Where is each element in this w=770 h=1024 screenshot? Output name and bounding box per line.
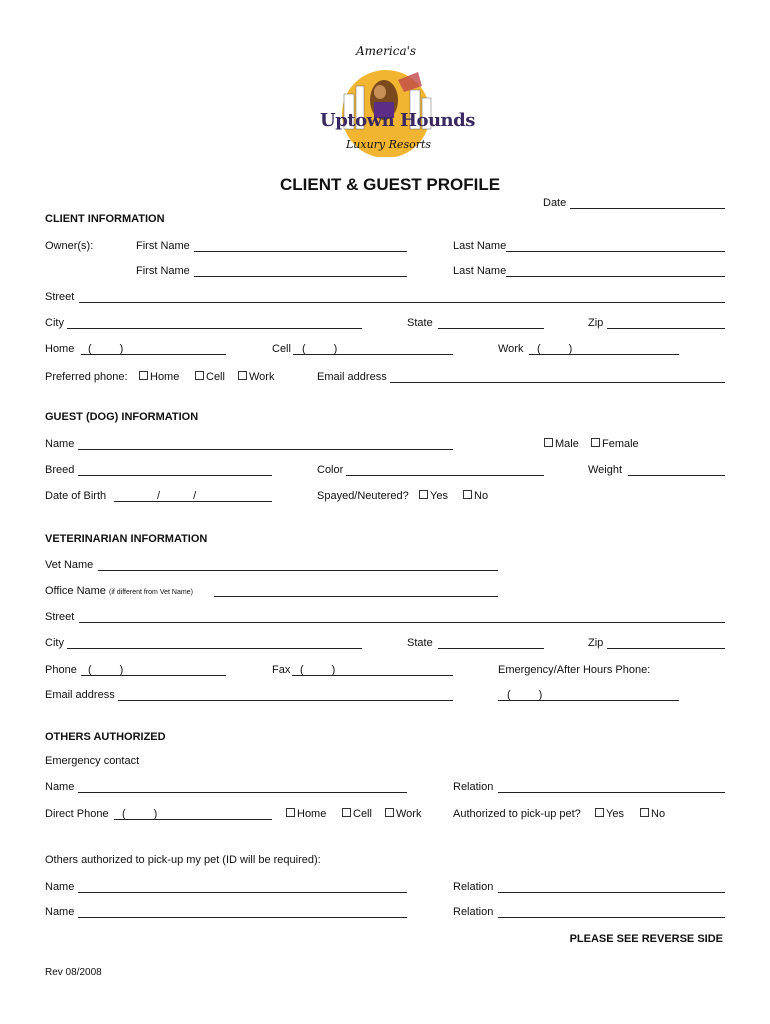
authorized-no-option[interactable] bbox=[640, 808, 665, 820]
direct-cell-option[interactable] bbox=[342, 808, 372, 820]
home-label: Home bbox=[45, 343, 75, 355]
page-title: CLIENT & GUEST PROFILE bbox=[280, 175, 501, 194]
street-field[interactable] bbox=[79, 302, 725, 303]
other-name-label-1: Name bbox=[45, 881, 75, 893]
vet-email-field[interactable] bbox=[118, 700, 453, 701]
cell-label: Cell bbox=[272, 343, 291, 355]
work-phone-field[interactable] bbox=[529, 354, 679, 355]
color-field[interactable] bbox=[346, 475, 544, 476]
first-name-field-1[interactable] bbox=[194, 251, 407, 252]
vet-state-label: State bbox=[407, 637, 433, 649]
vet-street-field[interactable] bbox=[79, 622, 725, 623]
last-name-field-1[interactable] bbox=[506, 251, 725, 252]
other-relation-label-2: Relation bbox=[453, 906, 494, 918]
direct-work-label: Work bbox=[396, 808, 422, 820]
office-name-field[interactable] bbox=[214, 596, 498, 597]
preferred-cell-option[interactable] bbox=[195, 371, 225, 383]
home-phone-field[interactable] bbox=[81, 354, 226, 355]
direct-work-option[interactable] bbox=[385, 808, 421, 820]
authorized-no-label: No bbox=[651, 808, 666, 820]
vet-fax-field[interactable] bbox=[292, 675, 453, 676]
office-name-text: Office Name bbox=[45, 585, 106, 597]
revision-label: Rev 08/2008 bbox=[45, 967, 102, 978]
checkbox-icon bbox=[463, 490, 472, 499]
spayed-yes-option[interactable] bbox=[419, 490, 448, 502]
checkbox-icon bbox=[640, 808, 649, 817]
logo-sub: Luxury Resorts bbox=[346, 138, 432, 151]
vet-zip-label: Zip bbox=[588, 637, 604, 649]
dog-name-label: Name bbox=[45, 438, 75, 450]
checkbox-icon bbox=[286, 808, 295, 817]
vet-city-field[interactable] bbox=[67, 648, 362, 649]
vet-street-label: Street bbox=[45, 611, 75, 623]
others-heading: OTHERS AUTHORIZED bbox=[45, 731, 166, 743]
zip-field[interactable] bbox=[607, 328, 725, 329]
other-name-field-2[interactable] bbox=[78, 917, 407, 918]
contact-relation-label: Relation bbox=[453, 781, 494, 793]
preferred-work-option[interactable] bbox=[238, 371, 274, 383]
checkbox-icon bbox=[419, 490, 428, 499]
checkbox-icon bbox=[544, 438, 553, 447]
vet-name-field[interactable] bbox=[98, 570, 498, 571]
female-option[interactable] bbox=[591, 438, 639, 450]
dog-name-field[interactable] bbox=[78, 449, 453, 450]
date-field[interactable] bbox=[570, 208, 725, 209]
breed-label: Breed bbox=[45, 464, 75, 476]
vet-zip-field[interactable] bbox=[607, 648, 725, 649]
authorized-label: Authorized to pick-up pet? bbox=[453, 808, 581, 820]
logo-top-text: America's bbox=[356, 44, 417, 58]
authorized-yes-option[interactable] bbox=[595, 808, 624, 820]
direct-cell-label: Cell bbox=[353, 808, 372, 820]
guest-heading: GUEST (DOG) INFORMATION bbox=[45, 411, 199, 423]
work-phone-parens: ( ) bbox=[537, 343, 573, 355]
vet-fax-label: Fax bbox=[272, 664, 291, 676]
dob-field[interactable] bbox=[114, 501, 272, 502]
emergency-phone-field[interactable] bbox=[498, 700, 679, 701]
preferred-cell-label: Cell bbox=[206, 371, 225, 383]
vet-heading: VETERINARIAN INFORMATION bbox=[45, 533, 208, 545]
direct-phone-label: Direct Phone bbox=[45, 808, 109, 820]
cell-phone-field[interactable] bbox=[293, 354, 453, 355]
vet-phone-field[interactable] bbox=[81, 675, 226, 676]
weight-label: Weight bbox=[588, 464, 623, 476]
authorized-yes-label: Yes bbox=[606, 808, 624, 820]
state-field[interactable] bbox=[438, 328, 544, 329]
vet-phone-label: Phone bbox=[45, 664, 77, 676]
emergency-phone-label: Emergency/After Hours Phone: bbox=[498, 664, 651, 676]
other-relation-field-1[interactable] bbox=[498, 892, 725, 893]
direct-home-label: Home bbox=[297, 808, 327, 820]
preferred-home-label: Home bbox=[150, 371, 180, 383]
preferred-work-label: Work bbox=[249, 371, 275, 383]
dob-label: Date of Birth bbox=[45, 490, 107, 502]
vet-phone-parens: ( ) bbox=[88, 664, 124, 676]
male-option[interactable] bbox=[544, 438, 579, 450]
preferred-home-option[interactable] bbox=[139, 371, 179, 383]
last-name-field-2[interactable] bbox=[506, 276, 725, 277]
home-phone-parens: ( ) bbox=[88, 343, 124, 355]
spayed-no-label: No bbox=[474, 490, 489, 502]
last-name-label-2: Last Name bbox=[453, 265, 507, 277]
vet-state-field[interactable] bbox=[438, 648, 544, 649]
first-name-label-1: First Name bbox=[136, 240, 190, 252]
female-label: Female bbox=[602, 438, 639, 450]
other-name-label-2: Name bbox=[45, 906, 75, 918]
first-name-field-2[interactable] bbox=[194, 276, 407, 277]
male-label: Male bbox=[555, 438, 579, 450]
logo-brand: Uptown Hounds bbox=[320, 110, 475, 131]
dob-slashes: / / bbox=[157, 490, 197, 502]
client-email-label: Email address bbox=[317, 371, 387, 383]
direct-phone-parens: ( ) bbox=[122, 808, 158, 820]
owners-label: Owner(s): bbox=[45, 240, 94, 252]
other-relation-field-2[interactable] bbox=[498, 917, 725, 918]
breed-field[interactable] bbox=[78, 475, 272, 476]
state-label: State bbox=[407, 317, 433, 329]
logo bbox=[318, 42, 475, 157]
spayed-no-option[interactable] bbox=[463, 490, 488, 502]
office-name-note: (if different from Vet Name) bbox=[109, 589, 193, 596]
vet-name-label: Vet Name bbox=[45, 559, 94, 571]
client-heading: CLIENT INFORMATION bbox=[45, 213, 165, 225]
weight-field[interactable] bbox=[628, 475, 725, 476]
others-authorized-label: Others authorized to pick-up my pet (ID will be required): bbox=[45, 854, 321, 866]
checkbox-icon bbox=[591, 438, 600, 447]
emergency-contact-label: Emergency contact bbox=[45, 755, 140, 767]
reverse-note: PLEASE SEE REVERSE SIDE bbox=[569, 933, 723, 945]
vet-email-label: Email address bbox=[45, 689, 115, 701]
checkbox-icon bbox=[595, 808, 604, 817]
preferred-phone-label: Preferred phone: bbox=[45, 371, 128, 383]
spayed-yes-label: Yes bbox=[430, 490, 448, 502]
other-name-field-1[interactable] bbox=[78, 892, 407, 893]
contact-relation-field[interactable] bbox=[498, 792, 725, 793]
other-relation-label-1: Relation bbox=[453, 881, 494, 893]
contact-name-field[interactable] bbox=[78, 792, 407, 793]
zip-label: Zip bbox=[588, 317, 604, 329]
last-name-label-1: Last Name bbox=[453, 240, 507, 252]
vet-city-label: City bbox=[45, 637, 64, 649]
client-email-field[interactable] bbox=[390, 382, 725, 383]
checkbox-icon bbox=[385, 808, 394, 817]
date-label: Date bbox=[543, 197, 567, 209]
emergency-phone-parens: ( ) bbox=[507, 689, 543, 701]
checkbox-icon bbox=[195, 371, 204, 380]
cell-phone-parens: ( ) bbox=[302, 343, 338, 355]
checkbox-icon bbox=[342, 808, 351, 817]
spayed-label: Spayed/Neutered? bbox=[317, 490, 409, 502]
city-label: City bbox=[45, 317, 64, 329]
work-label: Work bbox=[498, 343, 524, 355]
first-name-label-2: First Name bbox=[136, 265, 190, 277]
office-name-label bbox=[45, 585, 193, 597]
direct-home-option[interactable] bbox=[286, 808, 326, 820]
contact-name-label: Name bbox=[45, 781, 75, 793]
street-label: Street bbox=[45, 291, 75, 303]
city-field[interactable] bbox=[67, 328, 362, 329]
color-label: Color bbox=[317, 464, 344, 476]
checkbox-icon bbox=[139, 371, 148, 380]
direct-phone-field[interactable] bbox=[114, 819, 272, 820]
vet-fax-parens: ( ) bbox=[300, 664, 336, 676]
checkbox-icon bbox=[238, 371, 247, 380]
